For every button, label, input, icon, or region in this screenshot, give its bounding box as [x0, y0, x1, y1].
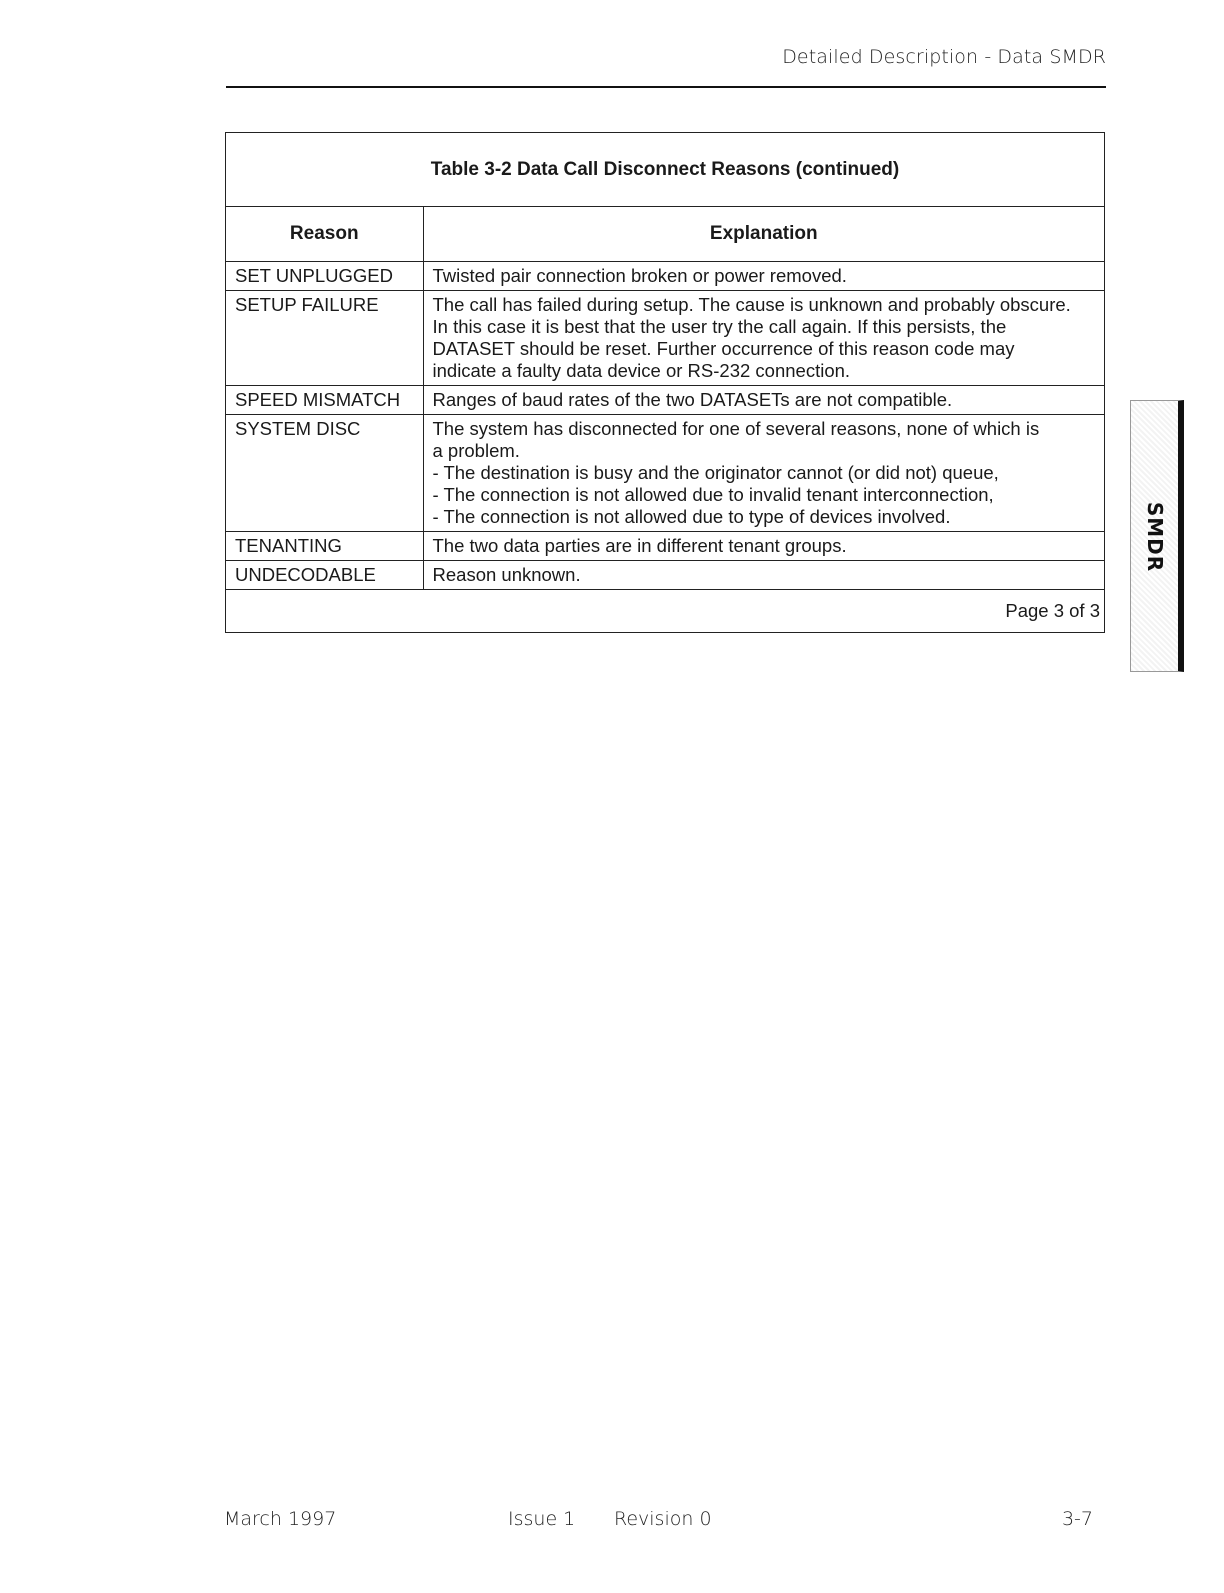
section-tab-smdr	[1130, 400, 1184, 672]
footer-date: March 1997	[224, 1508, 337, 1530]
explanation-line: indicate a faulty data device or RS-232 connection.	[432, 360, 851, 381]
table-row	[226, 561, 1104, 590]
disconnect-reasons-table	[226, 207, 1104, 590]
table-header-row	[226, 207, 1104, 262]
reason-cell: UNDECODABLE	[226, 561, 423, 590]
footer-page-number: 3-7	[1061, 1508, 1093, 1530]
explanation-cell	[423, 561, 1104, 590]
table-row	[226, 386, 1104, 415]
explanation-cell	[423, 291, 1104, 386]
reason-cell: TENANTING	[226, 532, 423, 561]
reason-cell: SPEED MISMATCH	[226, 386, 423, 415]
reason-cell: SETUP FAILURE	[226, 291, 423, 386]
section-tab-label: SMDR	[1143, 501, 1167, 573]
explanation-line: The system has disconnected for one of several reasons, none of which is	[432, 418, 1040, 439]
column-header-explanation: Explanation	[423, 207, 1104, 262]
explanation-line: Ranges of baud rates of the two DATASETs are not compatible.	[432, 389, 953, 410]
table-row	[226, 291, 1104, 386]
explanation-line: The two data parties are in different tenant groups.	[432, 535, 847, 556]
explanation-line: Twisted pair connection broken or power removed.	[432, 265, 847, 286]
header-rule	[226, 86, 1106, 88]
explanation-cell	[423, 386, 1104, 415]
explanation-line: DATASET should be reset. Further occurrence of this reason code may	[432, 338, 1015, 359]
explanation-line: a problem.	[432, 440, 520, 461]
table-row	[226, 532, 1104, 561]
explanation-line: - The connection is not allowed due to invalid tenant interconnection,	[432, 484, 994, 505]
table-caption: Table 3-2 Data Call Disconnect Reasons (continued)	[226, 133, 1104, 207]
explanation-cell	[423, 262, 1104, 291]
explanation-line: - The connection is not allowed due to type of devices involved.	[432, 506, 951, 527]
explanation-line: The call has failed during setup. The cause is unknown and probably obscure.	[432, 294, 1071, 315]
explanation-line: In this case it is best that the user try the call again. If this persists, the	[432, 316, 1007, 337]
table-row	[226, 262, 1104, 291]
explanation-line: - The destination is busy and the originator cannot (or did not) queue,	[432, 462, 999, 483]
footer-issue: Issue 1	[508, 1508, 576, 1530]
table-row	[226, 415, 1104, 532]
explanation-cell	[423, 532, 1104, 561]
explanation-line: Reason unknown.	[432, 564, 581, 585]
column-header-reason: Reason	[226, 207, 423, 262]
footer-revision: Revision 0	[614, 1508, 712, 1530]
disconnect-reasons-table-frame	[225, 132, 1105, 633]
reason-cell: SYSTEM DISC	[226, 415, 423, 532]
explanation-cell	[423, 415, 1104, 532]
running-header-title: Detailed Description - Data SMDR	[782, 46, 1106, 68]
table-page-indicator: Page 3 of 3	[1005, 600, 1100, 621]
reason-cell: SET UNPLUGGED	[226, 262, 423, 291]
